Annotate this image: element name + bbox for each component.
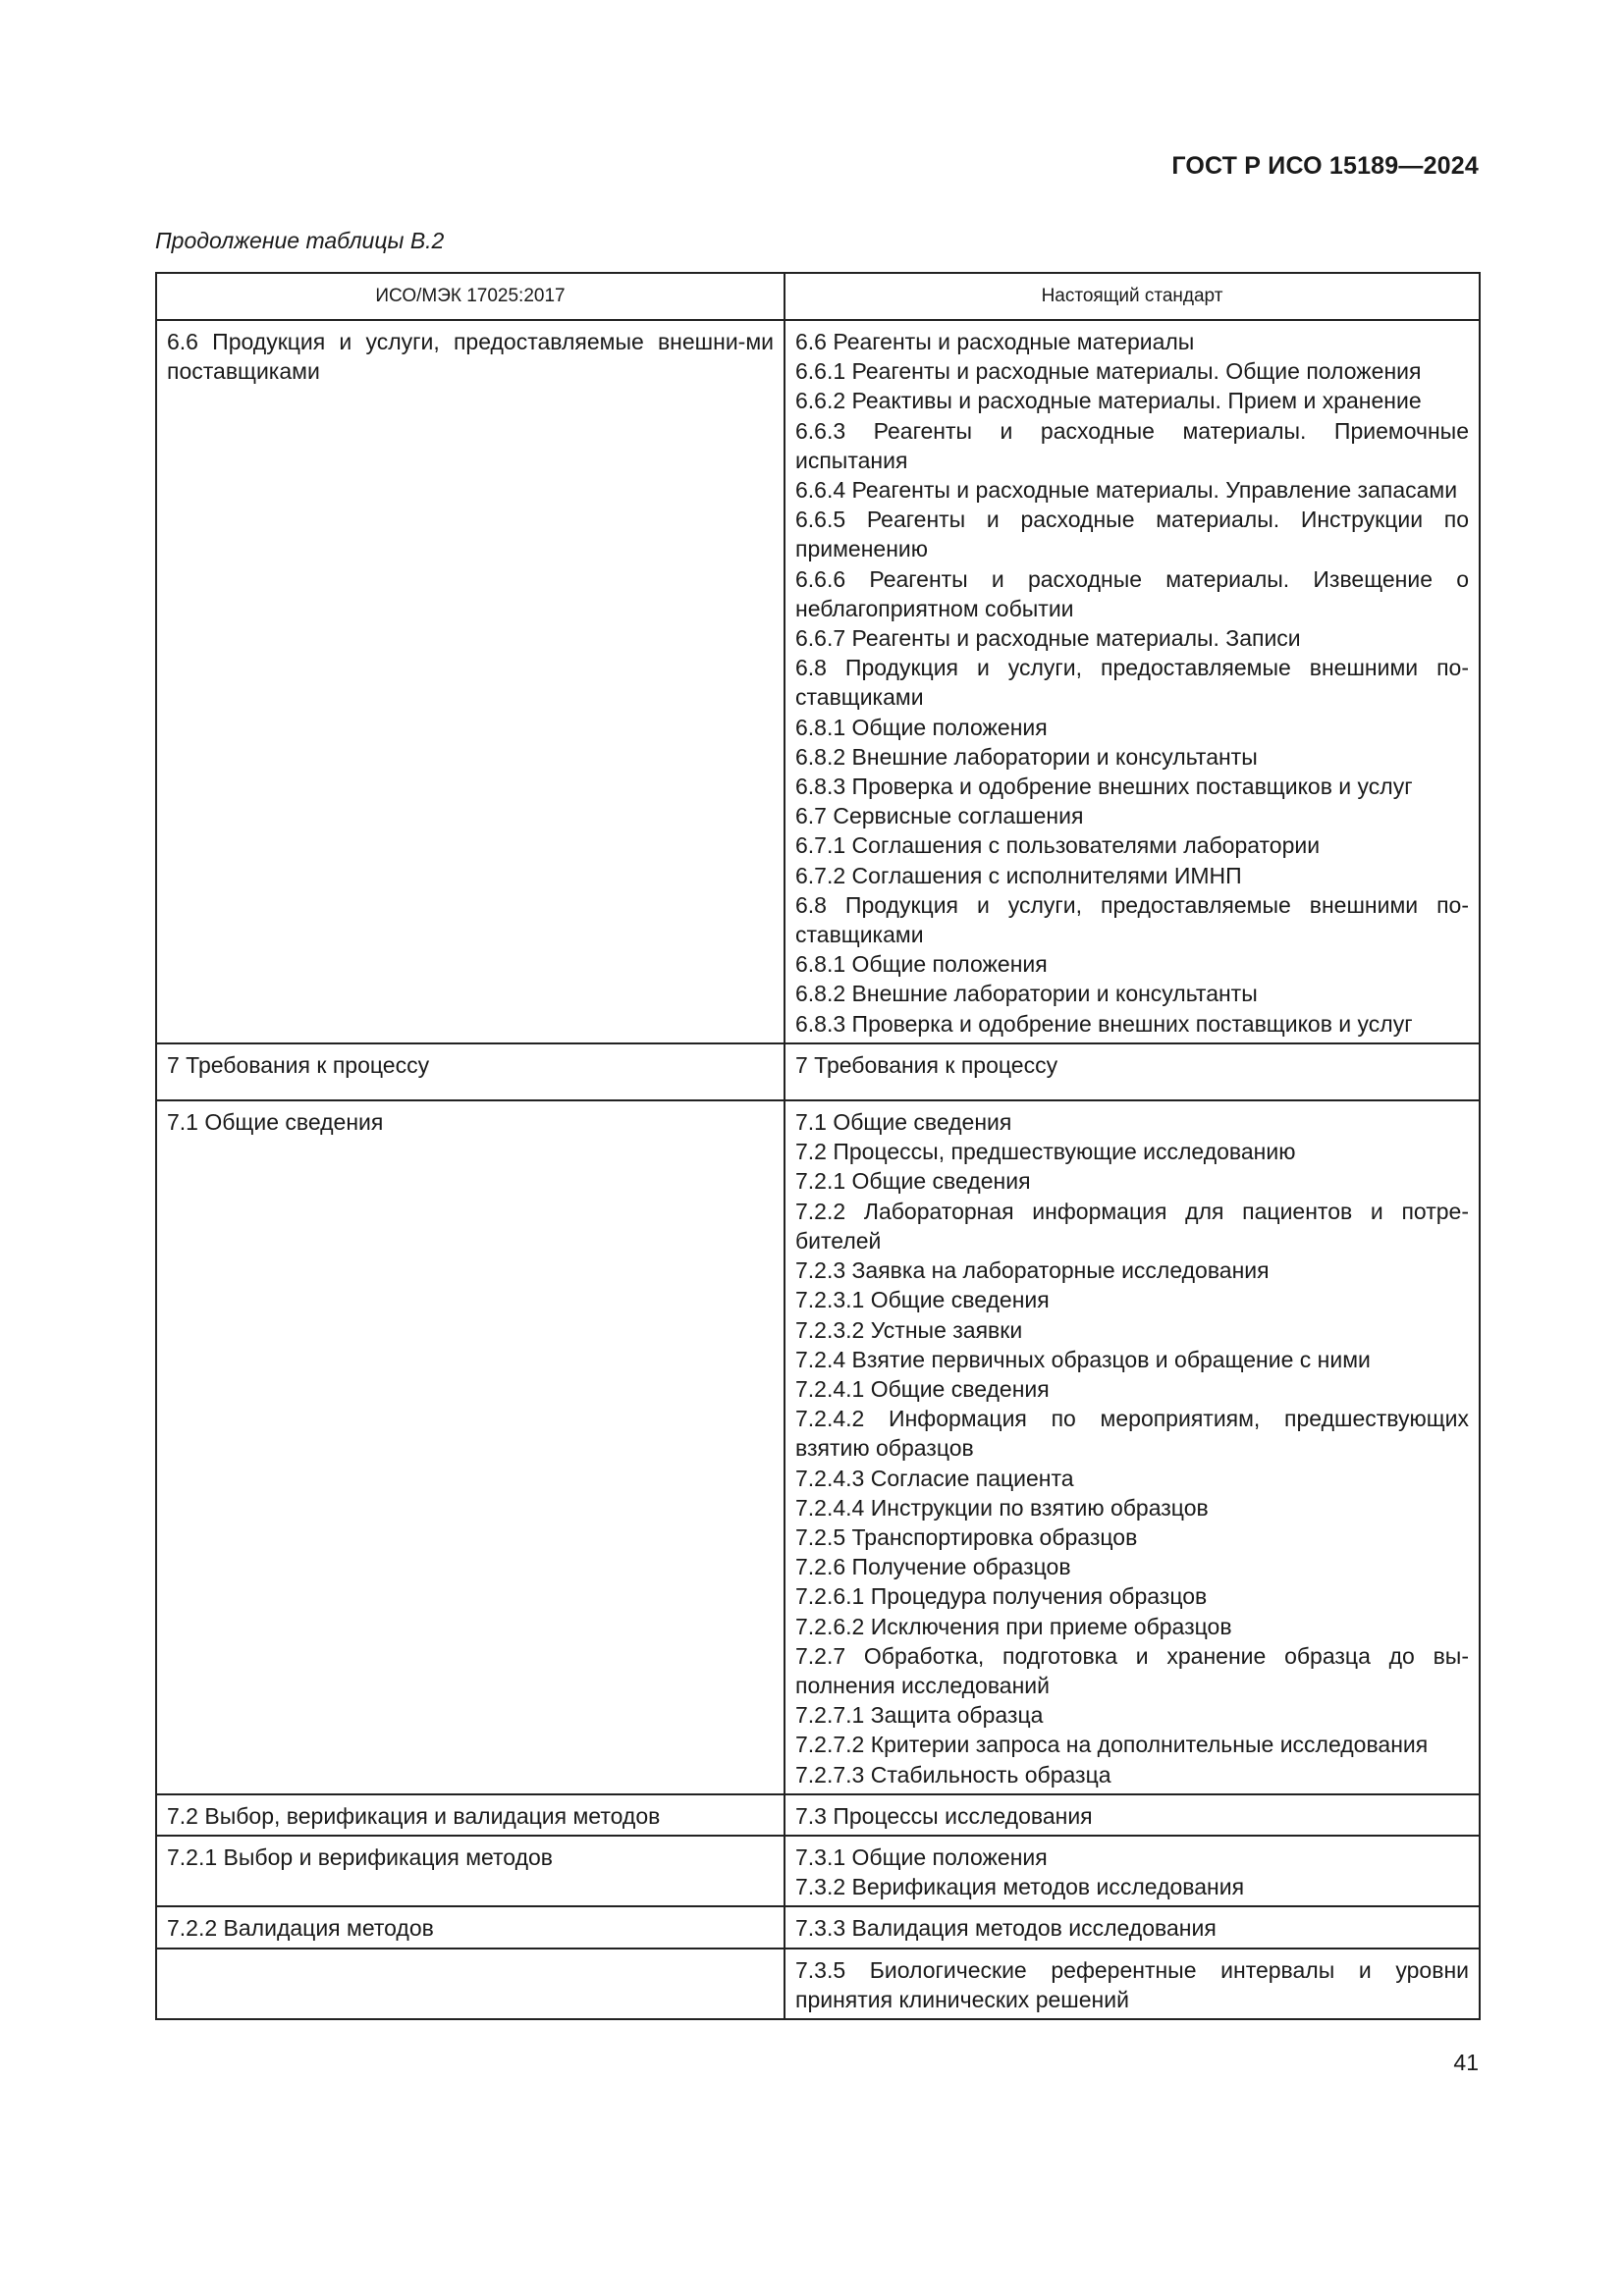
clause-entry: 7.2.4.4 Инструкции по взятию образцов bbox=[795, 1494, 1209, 1521]
cell-this-standard bbox=[785, 1794, 1480, 1836]
clause-entry: 7.2.7 Обработка, подготовка и хранение образца до вы-полнения исследований bbox=[795, 1642, 1469, 1698]
clause-entry: 7.2.1 Общие сведения bbox=[795, 1168, 1031, 1195]
correspondence-table bbox=[155, 272, 1481, 2020]
clause-entry: 7.2.4.3 Согласие пациента bbox=[795, 1465, 1074, 1491]
clause-entry: 7.3.3 Валидация методов исследования bbox=[795, 1915, 1217, 1942]
clause-entry: 6.7.2 Соглашения с исполнителями ИМНП bbox=[795, 862, 1242, 888]
cell-iso-17025 bbox=[156, 320, 785, 1043]
cell-iso-17025 bbox=[156, 1949, 785, 2019]
clause-entry: 7.3.1 Общие положения bbox=[795, 1843, 1048, 1870]
clause-entry: 7.2.3.2 Устные заявки bbox=[795, 1316, 1023, 1343]
clause-entry: 6.6.7 Реагенты и расходные материалы. Записи bbox=[795, 625, 1301, 652]
table-row bbox=[156, 1906, 1480, 1948]
clause-entry: 6.6 Продукция и услуги, предоставляемые внешни-ми поставщиками bbox=[167, 329, 774, 385]
clause-entry: 6.6.4 Реагенты и расходные материалы. Управление запасами bbox=[795, 477, 1458, 504]
table-row bbox=[156, 1836, 1480, 1906]
page-number: 41 bbox=[1453, 2050, 1479, 2075]
clause-entry: 7.3.2 Верификация методов исследования bbox=[795, 1874, 1245, 1900]
clause-entry: 7.2.6.2 Исключения при приеме образцов bbox=[795, 1613, 1232, 1639]
clause-entry: 7.1 Общие сведения bbox=[795, 1109, 1012, 1136]
clause-entry: 6.8 Продукция и услуги, предоставляемые внешними по-ставщиками bbox=[795, 655, 1469, 711]
clause-entry: 7.2.1 Выбор и верификация методов bbox=[167, 1843, 554, 1870]
cell-this-standard bbox=[785, 1949, 1480, 2019]
clause-entry: 6.8.1 Общие положения bbox=[795, 951, 1048, 978]
table-row bbox=[156, 320, 1480, 1043]
clause-entry: 7.2.3.1 Общие сведения bbox=[795, 1287, 1050, 1313]
clause-entry: 6.6.5 Реагенты и расходные материалы. Инструкции по применению bbox=[795, 507, 1469, 562]
clause-entry: 7.1 Общие сведения bbox=[167, 1109, 384, 1136]
clause-entry: 7.2 Выбор, верификация и валидация методов bbox=[167, 1802, 661, 1829]
header-iso-17025: ИСО/МЭК 17025:2017 bbox=[156, 273, 785, 320]
document-code: ГОСТ Р ИСО 15189—2024 bbox=[1171, 152, 1479, 180]
clause-entry: 6.8.3 Проверка и одобрение внешних поставщиков и услуг bbox=[795, 774, 1413, 800]
clause-entry: 7.2.4 Взятие первичных образцов и обращение с ними bbox=[795, 1346, 1371, 1372]
cell-iso-17025 bbox=[156, 1100, 785, 1794]
cell-this-standard bbox=[785, 1906, 1480, 1948]
clause-entry: 7.2.2 Валидация методов bbox=[167, 1915, 434, 1942]
clause-entry: 7.2.2 Лабораторная информация для пациентов и потре-бителей bbox=[795, 1198, 1469, 1254]
table-row bbox=[156, 1949, 1480, 2019]
clause-entry: 6.6 Реагенты и расходные материалы bbox=[795, 329, 1195, 354]
clause-entry: 7.2.7.2 Критерии запроса на дополнительные исследования bbox=[795, 1732, 1429, 1758]
cell-this-standard bbox=[785, 320, 1480, 1043]
cell-this-standard bbox=[785, 1043, 1480, 1100]
clause-entry: 7.2.4.2 Информация по мероприятиям, предшествующих взятию образцов bbox=[795, 1406, 1469, 1462]
clause-entry: 7 Требования к процессу bbox=[167, 1051, 430, 1078]
cell-iso-17025 bbox=[156, 1906, 785, 1948]
clause-entry: 7.3 Процессы исследования bbox=[795, 1802, 1093, 1829]
clause-entry: 6.6.6 Реагенты и расходные материалы. Извещение о неблагоприятном событии bbox=[795, 565, 1469, 621]
clause-entry: 7 Требования к процессу bbox=[795, 1051, 1058, 1078]
clause-entry: 7.2.5 Транспортировка образцов bbox=[795, 1523, 1138, 1550]
clause-entry: 6.8.1 Общие положения bbox=[795, 714, 1048, 740]
clause-entry: 6.6.3 Реагенты и расходные материалы. Приемочные испытания bbox=[795, 417, 1469, 473]
table-row bbox=[156, 1794, 1480, 1836]
clause-entry: 6.7 Сервисные соглашения bbox=[795, 803, 1084, 829]
clause-entry: 7.2.6.1 Процедура получения образцов bbox=[795, 1583, 1208, 1610]
cell-this-standard bbox=[785, 1836, 1480, 1906]
clause-entry: 6.8.3 Проверка и одобрение внешних поставщиков и услуг bbox=[795, 1010, 1413, 1037]
clause-entry: 6.6.1 Реагенты и расходные материалы. Общие положения bbox=[795, 358, 1422, 385]
clause-entry: 7.2.4.1 Общие сведения bbox=[795, 1375, 1050, 1402]
cell-iso-17025 bbox=[156, 1836, 785, 1906]
clause-entry: 6.8 Продукция и услуги, предоставляемые внешними по-ставщиками bbox=[795, 891, 1469, 948]
clause-entry: 6.7.1 Соглашения с пользователями лаборатории bbox=[795, 832, 1321, 859]
clause-entry: 6.8.2 Внешние лаборатории и консультанты bbox=[795, 743, 1258, 770]
clause-entry: 6.6.2 Реактивы и расходные материалы. Прием и хранение bbox=[795, 388, 1422, 414]
table-row bbox=[156, 1043, 1480, 1100]
cell-iso-17025 bbox=[156, 1043, 785, 1100]
header-this-standard: Настоящий стандарт bbox=[785, 273, 1480, 320]
table-header-row bbox=[156, 273, 1480, 320]
clause-entry: 7.2 Процессы, предшествующие исследованию bbox=[795, 1139, 1296, 1165]
table-caption: Продолжение таблицы В.2 bbox=[155, 228, 445, 253]
clause-entry: 7.2.7.3 Стабильность образца bbox=[795, 1761, 1111, 1788]
clause-entry: 6.8.2 Внешние лаборатории и консультанты bbox=[795, 981, 1258, 1007]
clause-entry: 7.3.5 Биологические референтные интервалы и уровни принятия клинических решений bbox=[795, 1956, 1469, 2012]
table-row bbox=[156, 1100, 1480, 1794]
clause-entry: 7.2.7.1 Защита образца bbox=[795, 1702, 1044, 1729]
cell-iso-17025 bbox=[156, 1794, 785, 1836]
clause-entry: 7.2.3 Заявка на лабораторные исследования bbox=[795, 1257, 1270, 1284]
cell-this-standard bbox=[785, 1100, 1480, 1794]
clause-entry: 7.2.6 Получение образцов bbox=[795, 1554, 1071, 1580]
